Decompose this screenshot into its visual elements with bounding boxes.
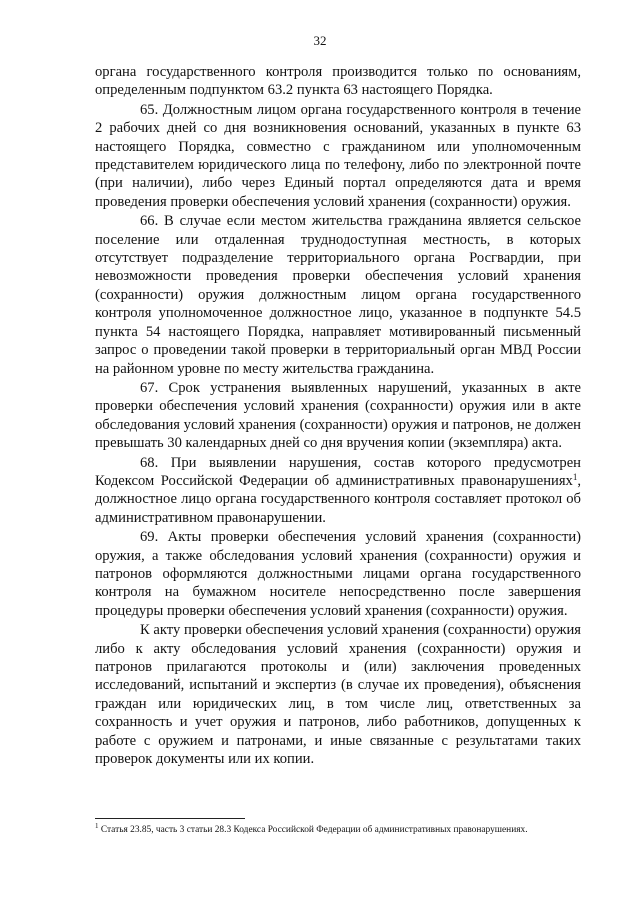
footnote-marker: 1 bbox=[95, 822, 99, 830]
paragraph-68 bbox=[95, 454, 581, 528]
document-body bbox=[95, 63, 581, 768]
footnote-separator bbox=[95, 818, 245, 819]
paragraph-68-text-end: , должностное лицо органа государственного контроля составляет протокол об административном правонарушении. bbox=[95, 472, 581, 526]
page-number: 32 bbox=[313, 33, 327, 48]
footnote-reference: 1 bbox=[572, 471, 578, 482]
paragraph-69-attachments: К акту проверки обеспечения условий хранения (сохранности) оружия либо к акту обследования условий хранения (сохранности) оружия и патронов прилагаются протоколы и (или) заключения проведенных исследований, испытаний и экспертиз (в случае их проведения), объяснения граждан или юридических лиц, в том числе лиц, ответственных за сохранность и учет оружия и патронов, либо работников, допущенных к работе с оружием и патронами, и иные связанные с результатами таких проверок документы или их копии. bbox=[95, 622, 581, 768]
paragraph-67: 67. Срок устранения выявленных нарушений, указанных в акте проверки обеспечения условий хранения (сохранности) оружия или в акте обследования условий хранения (сохранности) оружия и патронов, не должен превышать 30 календарных дней со дня вручения копии (экземпляра) акта. bbox=[95, 379, 581, 452]
paragraph-68-text-start: 68. При выявлении нарушения, состав которого предусмотрен Кодексом Российской Федерации об административных правонарушениях bbox=[95, 454, 581, 489]
paragraph-69: 69. Акты проверки обеспечения условий хранения (сохранности) оружия, а также обследования условий хранения (сохранности) оружия и патронов оформляются должностными лицами органа государственного контроля на бумажном носителе непосредственно после завершения процедуры проверки обеспечения условий хранения (сохранности) оружия. bbox=[95, 529, 581, 619]
paragraph-65: 65. Должностным лицом органа государственного контроля в течение 2 рабочих дней со дня возникновения оснований, указанных в пункте 63 настоящего Порядка, совместно с гражданином или уполномоченным представителем юридического лица по телефону, либо по электронной почте (при наличии), либо через Единый портал определяются дата и время проведения проверки обеспечения условий хранения (сохранности) оружия. bbox=[95, 101, 581, 210]
footnote-text: Статья 23.85, часть 3 статьи 28.3 Кодекса Российской Федерации об административных правонарушениях. bbox=[98, 825, 528, 835]
footnote bbox=[95, 824, 581, 837]
paragraph-66: 66. В случае если местом жительства гражданина является сельское поселение или отдаленная труднодоступная местность, в которых отсутствует подразделение территориального органа Росгвардии, при невозможности проведения проверки обеспечения условий хранения (сохранности) оружия должностным лицом органа государственного контроля уполномоченное должностное лицо, указанное в подпункте 54.5 пункта 54 настоящего Порядка, направляет мотивированный письменный запрос о проведении такой проверки в территориальный орган МВД России на районном уровне по месту жительства гражданина. bbox=[95, 213, 581, 377]
paragraph-continuation: органа государственного контроля производится только по основаниям, определенным подпунктом 63.2 пункта 63 настоящего Порядка. bbox=[95, 64, 581, 99]
